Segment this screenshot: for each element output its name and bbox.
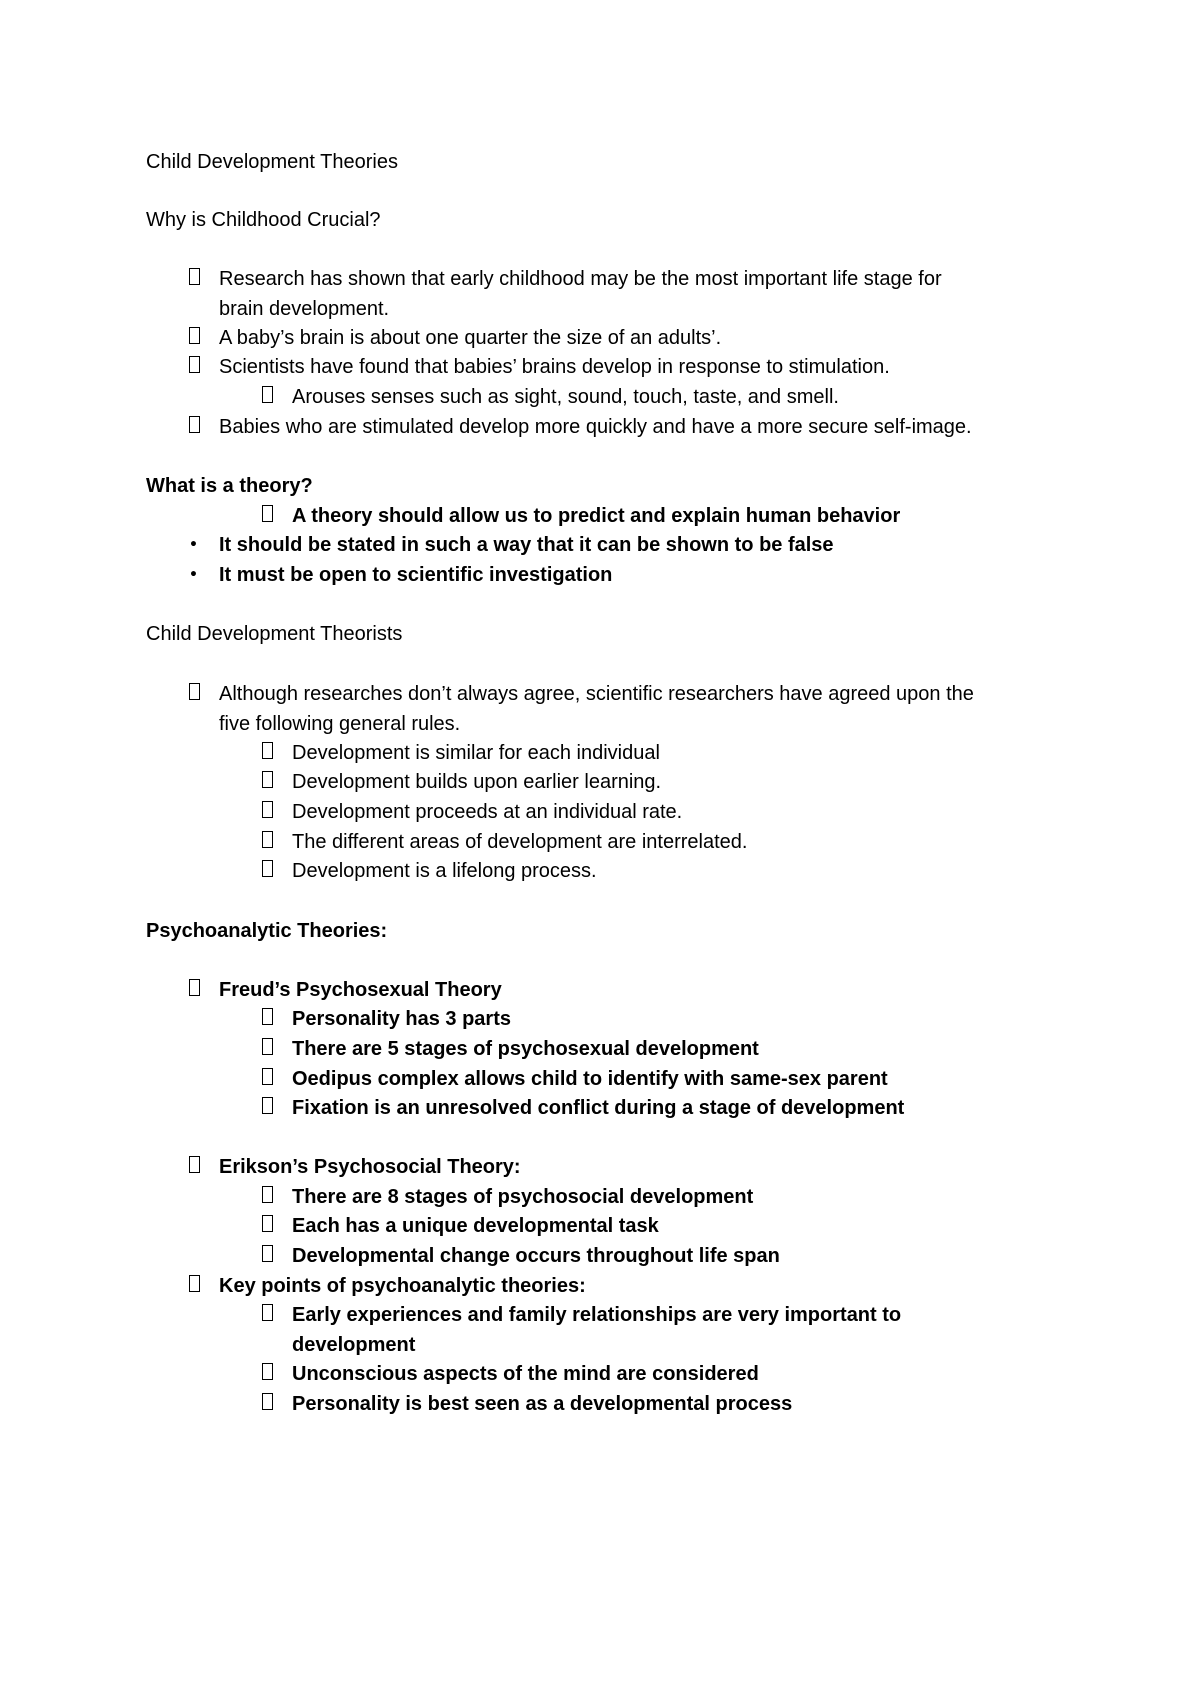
list-item-continuation: five following general rules. bbox=[219, 713, 461, 735]
list-item: Erikson’s Psychosocial Theory: bbox=[219, 1152, 521, 1182]
list-item: Freud’s Psychosexual Theory bbox=[219, 975, 502, 1005]
checkbox-bullet-icon bbox=[189, 1152, 205, 1182]
checkbox-bullet-icon bbox=[189, 323, 205, 353]
checkbox-bullet-icon bbox=[262, 1182, 278, 1212]
checkbox-bullet-icon bbox=[189, 412, 205, 442]
section-heading-theory: What is a theory? bbox=[146, 475, 313, 497]
list-subitem: Development builds upon earlier learning. bbox=[292, 767, 661, 797]
list-subitem: The different areas of development are interrelated. bbox=[292, 827, 747, 857]
list-item: Scientists have found that babies’ brains develop in response to stimulation. bbox=[219, 352, 890, 382]
checkbox-bullet-icon bbox=[189, 679, 205, 709]
list-subitem-continuation: development bbox=[292, 1334, 416, 1356]
checkbox-bullet-icon bbox=[262, 1064, 278, 1094]
checkbox-bullet-icon bbox=[262, 1093, 278, 1123]
checkbox-bullet-icon bbox=[262, 501, 278, 531]
list-subitem: Oedipus complex allows child to identify with same-sex parent bbox=[292, 1064, 888, 1094]
list-subitem: Personality is best seen as a developmental process bbox=[292, 1389, 792, 1419]
list-subitem: Each has a unique developmental task bbox=[292, 1211, 659, 1241]
list-item: Key points of psychoanalytic theories: bbox=[219, 1271, 586, 1301]
checkbox-bullet-icon bbox=[262, 856, 278, 886]
document-title: Child Development Theories bbox=[146, 151, 398, 173]
list-item-continuation: brain development. bbox=[219, 298, 390, 320]
checkbox-bullet-icon bbox=[262, 382, 278, 412]
checkbox-bullet-icon bbox=[262, 797, 278, 827]
list-subitem: Developmental change occurs throughout life span bbox=[292, 1241, 780, 1271]
list-subitem: Personality has 3 parts bbox=[292, 1004, 511, 1034]
list-subitem: Development is a lifelong process. bbox=[292, 856, 597, 886]
checkbox-bullet-icon bbox=[189, 975, 205, 1005]
list-subitem: Early experiences and family relationships are very important to bbox=[292, 1300, 901, 1330]
list-subitem: Arouses senses such as sight, sound, touch, taste, and smell. bbox=[292, 382, 839, 412]
checkbox-bullet-icon bbox=[262, 1034, 278, 1064]
checkbox-bullet-icon bbox=[262, 1300, 278, 1330]
list-item: A baby’s brain is about one quarter the size of an adults’. bbox=[219, 323, 721, 353]
list-subitem: There are 8 stages of psychosocial development bbox=[292, 1182, 753, 1212]
list-subitem: A theory should allow us to predict and explain human behavior bbox=[292, 501, 900, 531]
checkbox-bullet-icon bbox=[262, 1211, 278, 1241]
list-item: • It must be open to scientific investigation bbox=[219, 560, 612, 590]
bullet-dot-icon: • bbox=[189, 537, 198, 553]
bullet-dot-icon: • bbox=[189, 567, 198, 583]
list-subitem: Development proceeds at an individual rate. bbox=[292, 797, 682, 827]
list-subitem: Development is similar for each individual bbox=[292, 738, 660, 768]
list-item: Although researches don’t always agree, scientific researchers have agreed upon the bbox=[219, 679, 974, 709]
checkbox-bullet-icon bbox=[189, 264, 205, 294]
checkbox-bullet-icon bbox=[262, 1359, 278, 1389]
checkbox-bullet-icon bbox=[262, 827, 278, 857]
list-subitem: Fixation is an unresolved conflict during a stage of development bbox=[292, 1093, 904, 1123]
list-item: • It should be stated in such a way that it can be shown to be false bbox=[219, 530, 834, 560]
list-subitem: Unconscious aspects of the mind are considered bbox=[292, 1359, 759, 1389]
checkbox-bullet-icon bbox=[262, 1004, 278, 1034]
section-heading-theorists: Child Development Theorists bbox=[146, 623, 403, 645]
checkbox-bullet-icon bbox=[262, 1241, 278, 1271]
list-item: Babies who are stimulated develop more quickly and have a more secure self-image. bbox=[219, 412, 972, 442]
list-item: Research has shown that early childhood may be the most important life stage for bbox=[219, 264, 942, 294]
section-heading-childhood: Why is Childhood Crucial? bbox=[146, 209, 381, 231]
checkbox-bullet-icon bbox=[262, 1389, 278, 1419]
checkbox-bullet-icon bbox=[262, 767, 278, 797]
list-subitem: There are 5 stages of psychosexual development bbox=[292, 1034, 759, 1064]
checkbox-bullet-icon bbox=[189, 352, 205, 382]
checkbox-bullet-icon bbox=[189, 1271, 205, 1301]
checkbox-bullet-icon bbox=[262, 738, 278, 768]
section-heading-psychoanalytic: Psychoanalytic Theories: bbox=[146, 920, 388, 942]
